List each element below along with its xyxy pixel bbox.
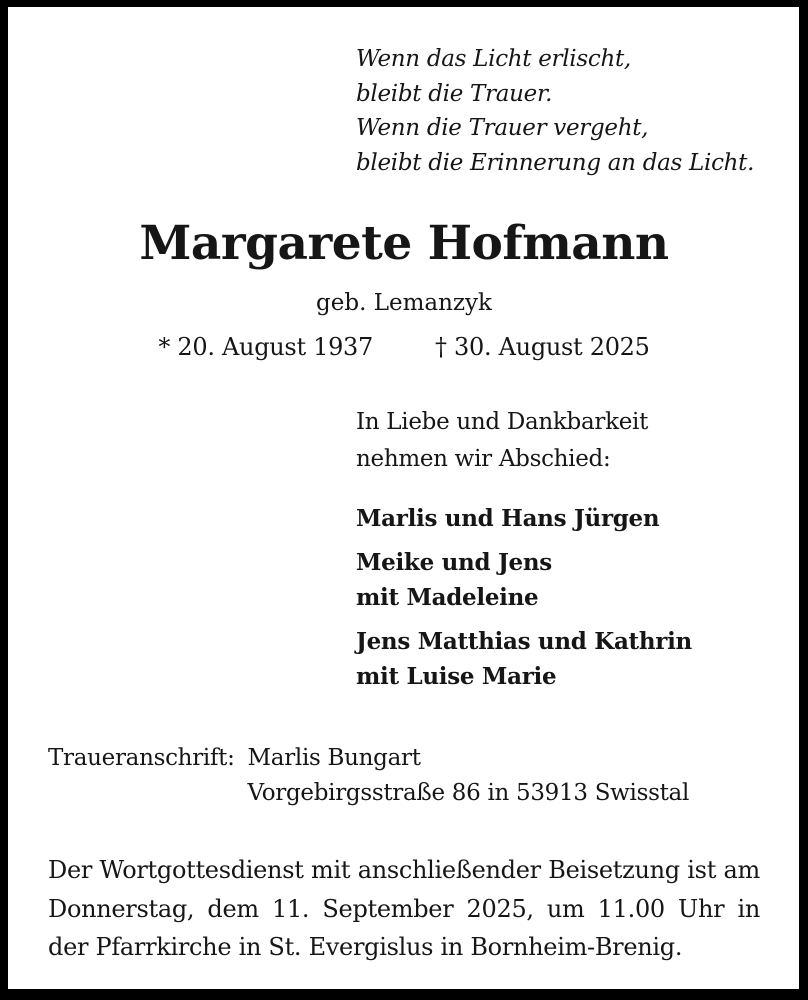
service-announcement: Der Wortgottesdienst mit anschließender Beisetzung ist am Donnerstag, dem 11. September 2025, um 11.00 Uhr in der Pfarrkirche in St. Evergislus in Bornheim-Brenig. — [48, 856, 760, 961]
address-line: Marlis Bungart — [247, 745, 421, 771]
condolence-address — [48, 741, 689, 811]
mourner-line: mit Luise Marie — [356, 663, 557, 690]
intro-line: nehmen wir Abschied: — [356, 445, 611, 472]
poem-line: Wenn die Trauer vergeht, — [356, 115, 649, 141]
intro-line: In Liebe und Dankbarkeit — [356, 409, 649, 435]
life-dates — [0, 333, 808, 361]
mourner-line: Meike und Jens — [356, 548, 552, 576]
death-date: † 30. August 2025 — [435, 333, 650, 361]
address-line: Vorgebirgsstraße 86 in 53913 Swisstal — [247, 780, 690, 806]
condolence-address-lines — [248, 741, 689, 811]
poem-line: bleibt die Erinnerung an das Licht. — [356, 149, 755, 176]
farewell-intro — [356, 404, 648, 477]
mourner-line: mit Madeleine — [356, 584, 539, 611]
mourner-line: Jens Matthias und Kathrin — [356, 627, 692, 655]
condolence-address-label: Traueranschrift: — [48, 745, 235, 771]
mourners-list — [356, 501, 692, 695]
mourner-group — [356, 624, 692, 695]
poem-line: bleibt die Trauer. — [356, 80, 553, 107]
mourner-line: Marlis und Hans Jürgen — [356, 505, 660, 532]
mourner-group — [356, 545, 692, 616]
poem-line: Wenn das Licht erlischt, — [356, 46, 631, 72]
birth-date: * 20. August 1937 — [158, 333, 373, 361]
deceased-name: Margarete Hofmann — [139, 216, 669, 271]
mourner-group — [356, 501, 692, 537]
memorial-poem — [356, 42, 754, 180]
birth-name: geb. Lemanzyk — [316, 290, 492, 316]
